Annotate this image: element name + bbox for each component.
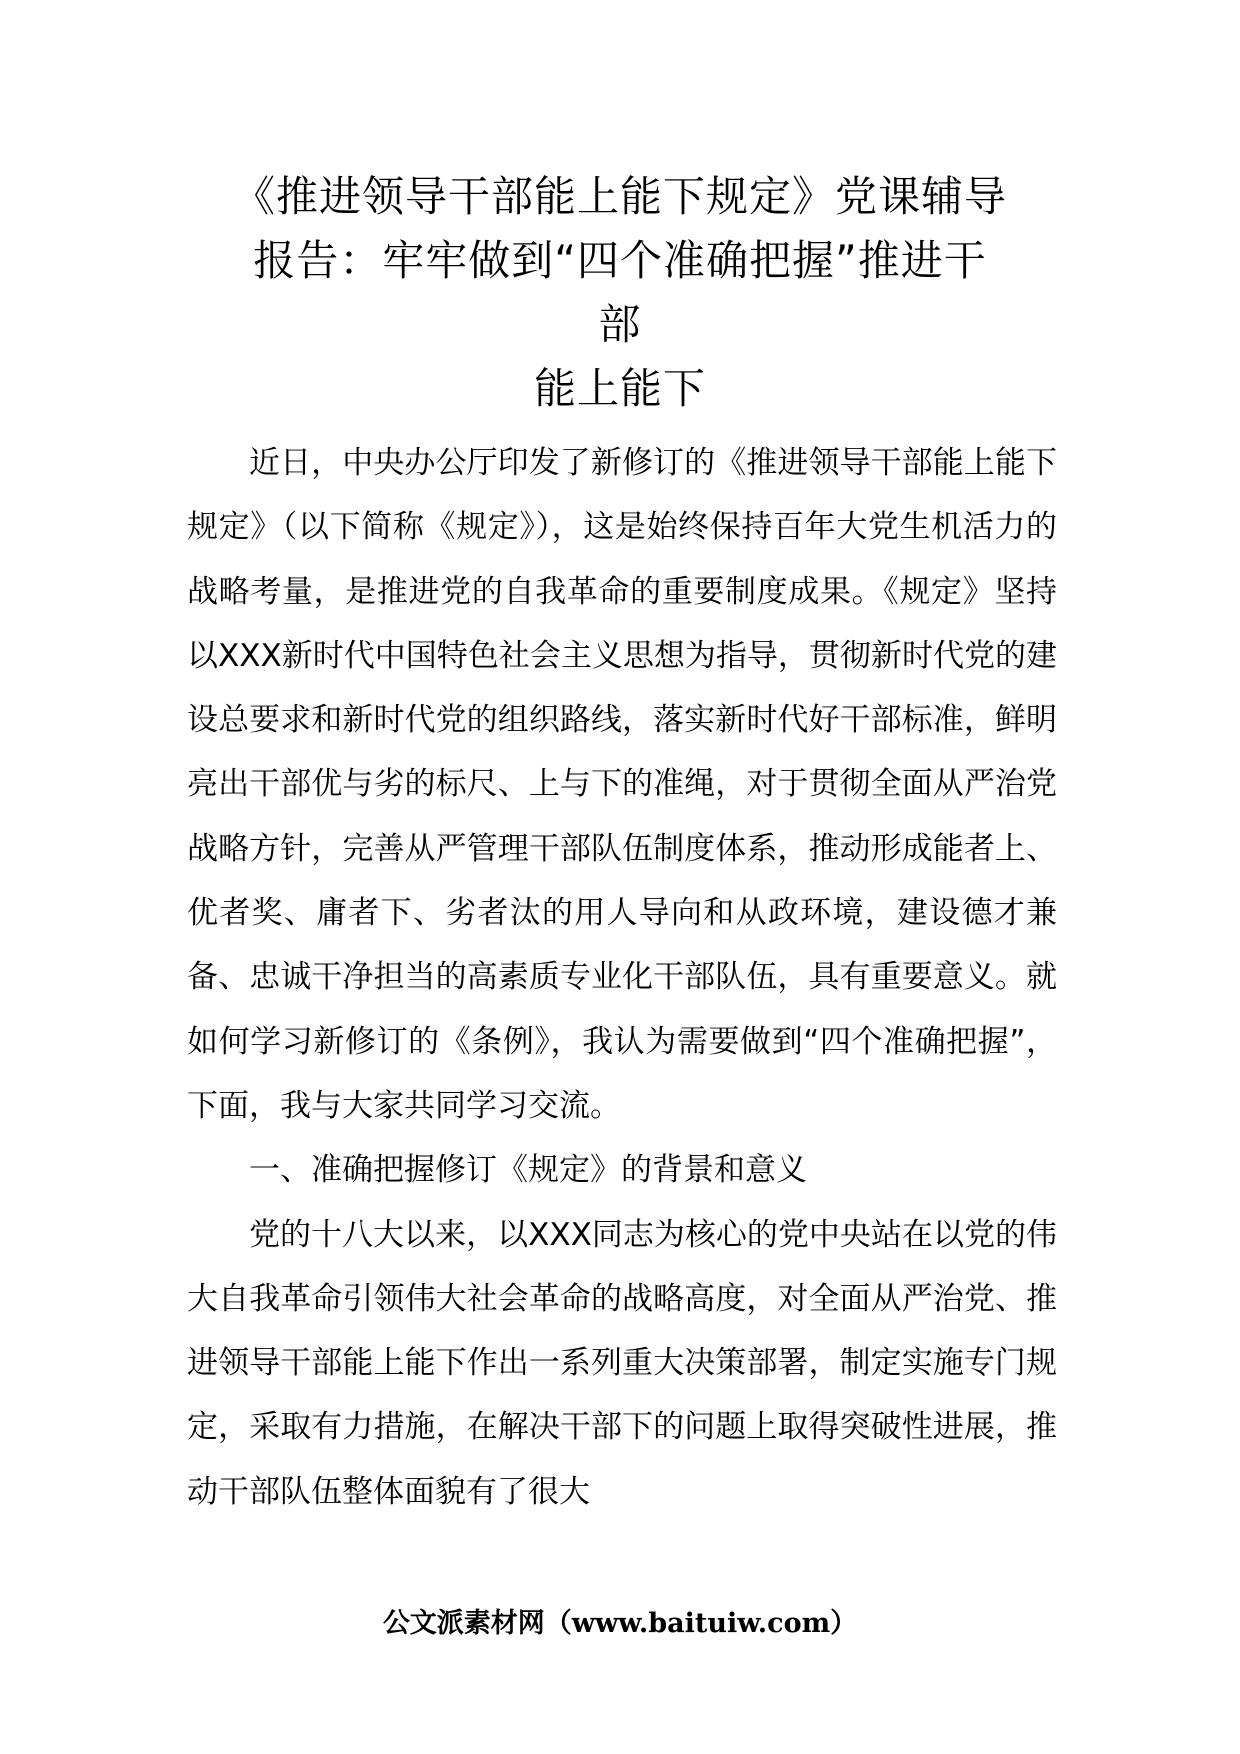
title-line: 《推进领导干部能上能下规定》党课辅导 xyxy=(232,172,1007,221)
title-line: 报告：牢牢做到“四个准确把握”推进干 xyxy=(253,236,987,285)
section-paragraph: 党的十八大以来，以XXX同志为核心的党中央站在以党的伟大自我革命引领伟大社会革命的战略高度，对全面从严治党、推进领导干部能上能下作出一系列重大决策部署，制定实施专门规定，采取有力措施，在解决干部下的问题上取得突破性进展，推动干部队伍整体面貌有了很大 xyxy=(187,1216,1057,1510)
footer-watermark: 公文派素材网（www.baituiw.com） xyxy=(382,1608,858,1639)
document-title xyxy=(150,165,1090,421)
title-line: 能上能下 xyxy=(533,364,706,413)
title-line: 部 xyxy=(598,300,642,349)
document-body xyxy=(187,431,1057,1524)
section-heading: 一、准确把握修订《规定》的背景和意义 xyxy=(249,1152,807,1189)
intro-paragraph: 近日，中央办公厅印发了新修订的《推进领导干部能上能下规定》（以下简称《规定》），这是始终保持百年大党生机活力的战略考量，是推进党的自我革命的重要制度成果。《规定》坚持以XXX新时代中国特色社会主义思想为指导，贯彻新时代党的建设总要求和新时代党的组织路线，落实新时代好干部标准，鲜明亮出干部优与劣的标尺、上与下的准绳，对于贯彻全面从严治党战略方针，完善从严管理干部队伍制度体系，推动形成能者上、优者奖、庸者下、劣者汰的用人导向和从政环境，建设德才兼备、忠诚干净担当的高素质专业化干部队伍，具有重要意义。就如何学习新修订的《条例》，我认为需要做到“四个准确把握”，下面，我与大家共同学习交流。 xyxy=(187,445,1057,1124)
